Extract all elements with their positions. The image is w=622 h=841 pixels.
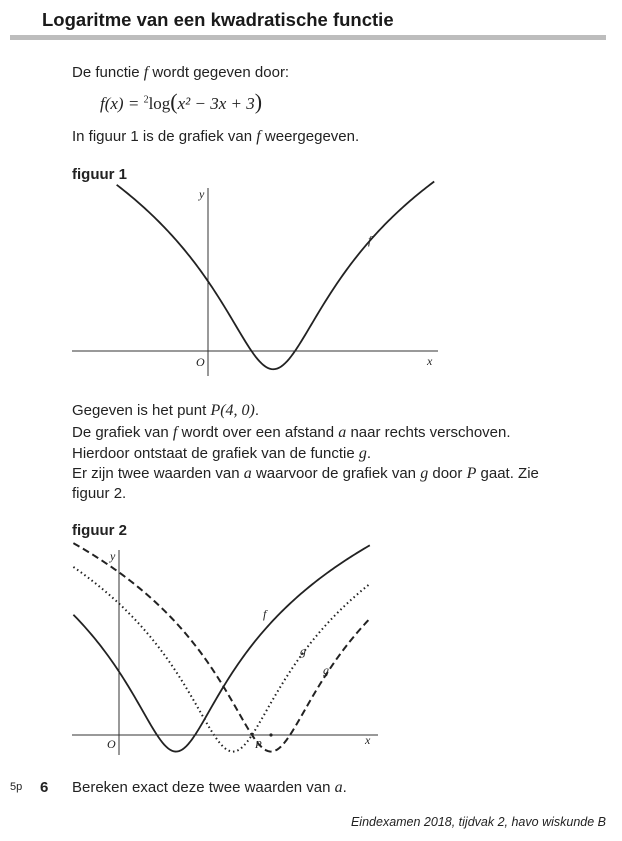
- intro-line-2: [72, 126, 359, 147]
- g-curve-label-2: g: [323, 663, 329, 677]
- f-curve: [117, 182, 435, 370]
- question-points: 5p: [10, 781, 23, 793]
- given-line-1: [72, 400, 259, 421]
- given-text: .: [254, 402, 260, 419]
- function-name-f: f: [172, 424, 178, 441]
- log-word: log: [148, 94, 171, 113]
- intro-line-1: [72, 62, 289, 83]
- point-P: [210, 402, 254, 419]
- given-text: .: [366, 445, 372, 462]
- f-curve: [73, 545, 369, 751]
- point-P: P: [466, 465, 477, 482]
- y-axis-label: y: [199, 187, 205, 201]
- question-number: 6: [40, 779, 49, 796]
- point-P-marker: [269, 733, 272, 736]
- page-title: Logaritme van een kwadratische functie: [42, 9, 394, 30]
- given-text: Gegeven is het punt: [72, 402, 207, 419]
- formula-lhs: f(x) =: [100, 94, 144, 113]
- function-name-g: g: [358, 445, 367, 462]
- intro-text: De functie: [72, 64, 140, 81]
- g-curve-label-1: g: [300, 644, 306, 658]
- intro-text: weergegeven.: [264, 128, 360, 145]
- point-P-text: P(4, 0): [210, 402, 255, 419]
- variable-a: a: [338, 424, 347, 441]
- variable-a: a: [334, 779, 343, 796]
- f-curve-label: f: [368, 233, 372, 247]
- variable-a: a: [243, 465, 252, 482]
- exam-source: Eindexamen 2018, tijdvak 2, havo wiskunde B: [350, 815, 606, 829]
- figure-1-graph: [60, 180, 450, 380]
- given-text: wordt over een afstand: [181, 424, 335, 441]
- given-line-3: [72, 443, 371, 464]
- question-text: [72, 777, 347, 798]
- x-axis-label: x: [365, 733, 371, 747]
- function-name-f: f: [256, 128, 261, 145]
- question-body: Bereken exact deze twee waarden van: [72, 779, 331, 796]
- function-formula: f(x) = $^2$log(x² − 3x + 3): [100, 89, 263, 114]
- title-divider: [10, 35, 606, 40]
- given-text: door: [432, 465, 463, 482]
- g-curve-dotted: [73, 567, 369, 752]
- given-text: De grafiek van: [72, 424, 169, 441]
- given-text: gaat. Zie: [480, 465, 539, 482]
- x-axis-label: x: [427, 354, 433, 368]
- given-text: naar rechts verschoven.: [350, 424, 511, 441]
- given-line-5: figuur 2.: [72, 485, 127, 502]
- origin-label: O: [196, 355, 205, 369]
- function-name-f: f: [143, 64, 149, 81]
- log-base: 2: [143, 94, 149, 106]
- point-P-label: P: [255, 739, 262, 751]
- f-curve-label: f: [263, 607, 267, 621]
- function-name-g: g: [420, 465, 429, 482]
- given-line-2: [72, 422, 511, 443]
- given-text: Hierdoor ontstaat de grafiek van de functie: [72, 445, 355, 462]
- given-line-4: [72, 463, 539, 484]
- question-body: .: [342, 779, 347, 796]
- given-text: waarvoor de grafiek van: [255, 465, 417, 482]
- given-text: Er zijn twee waarden van: [72, 465, 240, 482]
- y-axis-label: y: [110, 549, 116, 563]
- origin-label: O: [107, 737, 116, 751]
- intro-text: In figuur 1 is de grafiek van: [72, 128, 253, 145]
- figure-1-label: figuur 1: [72, 166, 127, 183]
- figure-2-label: figuur 2: [72, 522, 127, 539]
- log-argument: x² − 3x + 3: [177, 94, 255, 113]
- intro-text: wordt gegeven door:: [152, 64, 290, 81]
- figure-2-graph: [60, 542, 390, 757]
